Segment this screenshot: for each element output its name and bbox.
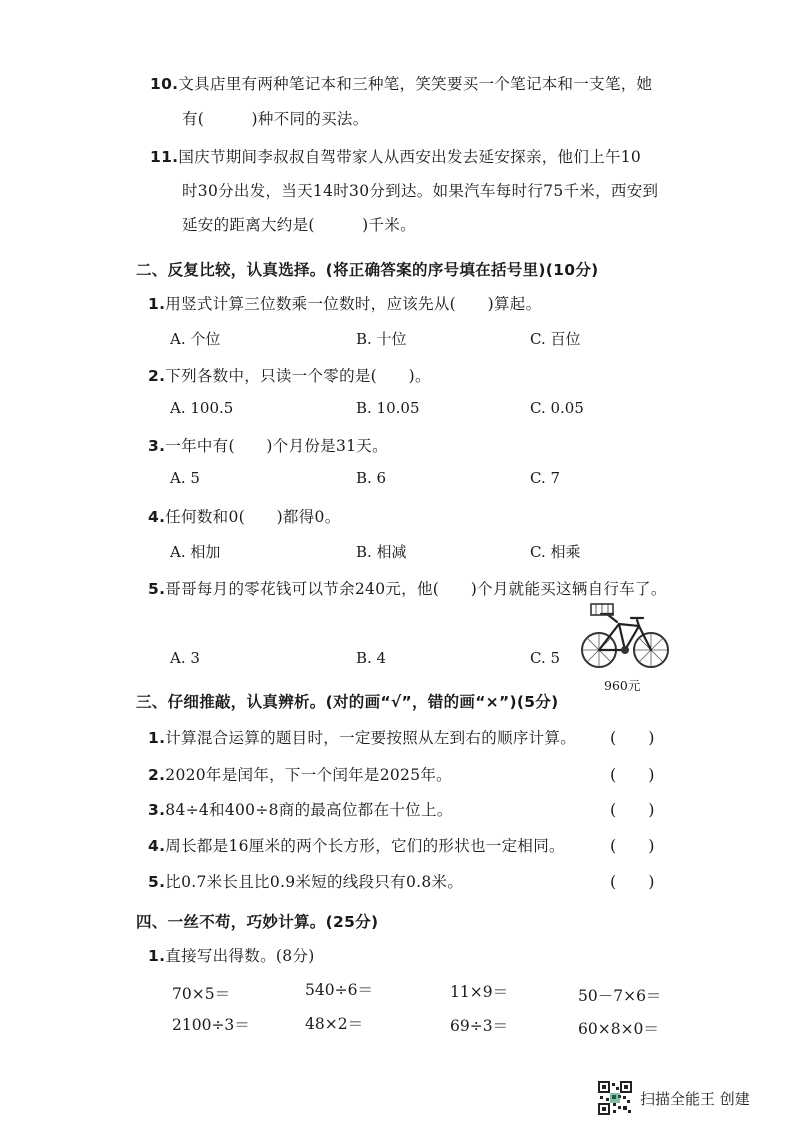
s2-q2-text: 2.下列各数中，只读一个零的是( )。 [148,367,431,385]
s2-q4-option-c: C. 相乘 [530,543,581,561]
calc-r1-c3: 11×9＝ [450,983,509,1001]
s2-q3-option-b: B. 6 [356,469,387,487]
bicycle-icon [579,600,671,672]
calc-r1-c2: 540÷6＝ [305,981,373,999]
s3-item2-text: 2.2020年是闰年，下一个闰年是2025年。 [148,766,452,784]
s2-q2-option-a: A. 100.5 [170,399,234,417]
s3-item5-answer-blank: ( ) [610,872,655,891]
q11-line1: 11.国庆节期间李叔叔自驾带家人从西安出发去延安探亲，他们上午10 [150,148,642,166]
s3-item3-text: 3.84÷4和400÷8商的最高位都在十位上。 [148,801,453,819]
s2-q5-text: 5.哥哥每月的零花钱可以节余240元，他( )个月就能买这辆自行车了。 [148,580,667,598]
s2-q3-option-a: A. 5 [170,469,200,487]
s4-sub1-title: 1.直接写出得数。(8分) [148,947,315,965]
q10-line2: 有( )种不同的买法。 [182,110,369,128]
s2-q1-text: 1.用竖式计算三位数乘一位数时，应该先从( )算起。 [148,295,542,313]
footer-watermark-text: 扫描全能王 创建 [640,1090,750,1108]
calc-r1-c1: 70×5＝ [172,985,231,1003]
s2-q4-text: 4.任何数和0( )都得0。 [148,508,341,526]
s3-item4-answer-blank: ( ) [610,836,655,855]
s2-q1-option-a: A. 个位 [170,330,221,348]
s2-q4-option-b: B. 相减 [356,543,407,561]
section2-title: 二、反复比较，认真选择。(将正确答案的序号填在括号里)(10分) [136,261,599,279]
q11-line3: 延安的距离大约是( )千米。 [182,216,416,234]
s2-q5-option-a: A. 3 [170,649,200,667]
calc-r2-c4: 60×8×0＝ [578,1020,659,1038]
s2-q5-option-c: C. 5 [530,649,561,667]
s3-item1-text: 1.计算混合运算的题目时，一定要按照从左到右的顺序计算。 [148,729,577,747]
s3-item4-text: 4.周长都是16厘米的两个长方形，它们的形状也一定相同。 [148,837,565,855]
s3-item5-text: 5.比0.7米长且比0.9米短的线段只有0.8米。 [148,873,464,891]
calc-r2-c1: 2100÷3＝ [172,1016,250,1034]
s3-item1-answer-blank: ( ) [610,728,655,747]
bicycle-price: 960元 [604,678,641,693]
section4-title: 四、一丝不苟，巧妙计算。(25分) [136,913,379,931]
calc-r2-c3: 69÷3＝ [450,1017,509,1035]
qr-code-icon [598,1081,632,1115]
s2-q1-option-c: C. 百位 [530,330,581,348]
s2-q1-option-b: B. 十位 [356,330,407,348]
calc-r2-c2: 48×2＝ [305,1015,364,1033]
s2-q2-option-c: C. 0.05 [530,399,584,417]
calc-r1-c4: 50－7×6＝ [578,987,662,1005]
section3-title: 三、仔细推敲，认真辨析。(对的画“√”，错的画“×”)(5分) [136,693,559,711]
q10-line1: 10.文具店里有两种笔记本和三种笔，笑笑要买一个笔记本和一支笔，她 [150,75,653,93]
s2-q2-option-b: B. 10.05 [356,399,420,417]
s3-item2-answer-blank: ( ) [610,765,655,784]
s2-q5-option-b: B. 4 [356,649,387,667]
s2-q4-option-a: A. 相加 [170,543,221,561]
s2-q3-option-c: C. 7 [530,469,561,487]
s3-item3-answer-blank: ( ) [610,800,655,819]
s2-q3-text: 3.一年中有( )个月份是31天。 [148,437,388,455]
q11-line2: 时30分出发，当天14时30分到达。如果汽车每时行75千米，西安到 [182,182,659,200]
